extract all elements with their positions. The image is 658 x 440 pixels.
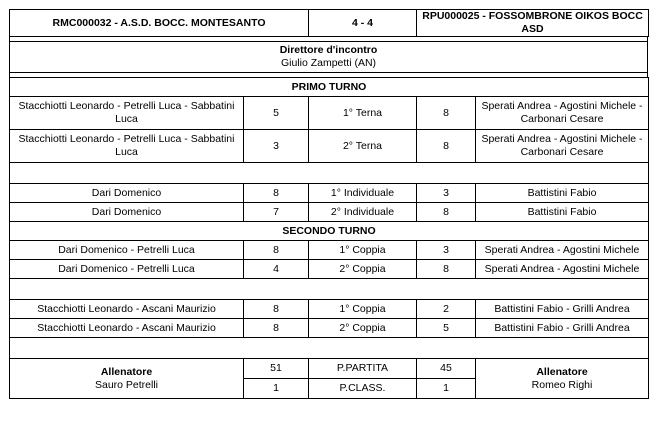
table-row <box>10 241 649 260</box>
section-title-second-turn: SECONDO TURNO <box>10 222 649 241</box>
class-home-points: 1 <box>244 379 309 399</box>
home-score: 5 <box>244 97 309 130</box>
table-row <box>10 184 649 203</box>
director-cell <box>10 42 648 73</box>
home-players: Dari Domenico <box>10 203 244 222</box>
away-players: Battistini Fabio - Grilli Andrea <box>476 300 649 319</box>
away-score: 8 <box>417 260 476 279</box>
empty-cell <box>10 279 649 300</box>
away-score: 8 <box>417 97 476 130</box>
home-coach-cell <box>10 359 244 399</box>
empty-cell <box>10 338 649 359</box>
home-score: 4 <box>244 260 309 279</box>
class-away-points: 1 <box>417 379 476 399</box>
home-score: 8 <box>244 300 309 319</box>
away-players: Sperati Andrea - Agostini Michele - Carbonari Cesare <box>476 130 649 163</box>
match-report-table <box>9 9 649 37</box>
home-players: Stacchiotti Leonardo - Petrelli Luca - Sabbatini Luca <box>10 97 244 130</box>
table-row <box>10 97 649 130</box>
away-coach-label: Allenatore <box>536 365 588 378</box>
away-coach-cell <box>476 359 649 399</box>
away-team-name: RPU000025 - FOSSOMBRONE OIKOS BOCC ASD <box>417 10 649 37</box>
away-coach-name: Romeo Righi <box>531 378 593 391</box>
home-players: Dari Domenico <box>10 184 244 203</box>
empty-row <box>10 279 649 300</box>
director-table <box>9 41 648 73</box>
away-score: 3 <box>417 241 476 260</box>
away-players: Sperati Andrea - Agostini Michele - Carbonari Cesare <box>476 97 649 130</box>
empty-row <box>10 163 649 184</box>
home-players: Dari Domenico - Petrelli Luca <box>10 241 244 260</box>
footer-row-partita <box>10 359 649 379</box>
away-players: Battistini Fabio <box>476 203 649 222</box>
home-players: Stacchiotti Leonardo - Petrelli Luca - Sabbatini Luca <box>10 130 244 163</box>
away-score: 5 <box>417 319 476 338</box>
director-name: Giulio Zampetti (AN) <box>280 57 377 69</box>
away-score: 3 <box>417 184 476 203</box>
game-type: 1° Coppia <box>309 241 417 260</box>
results-table <box>9 77 649 399</box>
table-row <box>10 130 649 163</box>
director-label: Direttore d'incontro <box>279 44 378 56</box>
section-title-first-turn: PRIMO TURNO <box>10 78 649 97</box>
match-report-sheet <box>9 9 648 399</box>
home-score: 7 <box>244 203 309 222</box>
table-row <box>10 300 649 319</box>
home-team-name: RMC000032 - A.S.D. BOCC. MONTESANTO <box>10 10 309 37</box>
away-players: Battistini Fabio <box>476 184 649 203</box>
home-score: 8 <box>244 241 309 260</box>
partita-label: P.PARTITA <box>309 359 417 379</box>
game-type: 1° Individuale <box>309 184 417 203</box>
section-row-first-turn <box>10 78 649 97</box>
section-row-second-turn <box>10 222 649 241</box>
away-players: Sperati Andrea - Agostini Michele <box>476 241 649 260</box>
away-score: 2 <box>417 300 476 319</box>
class-label: P.CLASS. <box>309 379 417 399</box>
table-row <box>10 260 649 279</box>
table-row <box>10 319 649 338</box>
game-type: 2° Terna <box>309 130 417 163</box>
game-type: 1° Terna <box>309 97 417 130</box>
header-row <box>10 10 649 37</box>
away-players: Battistini Fabio - Grilli Andrea <box>476 319 649 338</box>
home-players: Dari Domenico - Petrelli Luca <box>10 260 244 279</box>
partita-home-points: 51 <box>244 359 309 379</box>
home-score: 8 <box>244 184 309 203</box>
home-score: 8 <box>244 319 309 338</box>
table-row <box>10 203 649 222</box>
director-row <box>10 42 648 73</box>
game-type: 2° Coppia <box>309 260 417 279</box>
empty-row <box>10 338 649 359</box>
away-score: 8 <box>417 203 476 222</box>
partita-away-points: 45 <box>417 359 476 379</box>
away-score: 8 <box>417 130 476 163</box>
away-players: Sperati Andrea - Agostini Michele <box>476 260 649 279</box>
home-coach-name: Sauro Petrelli <box>94 378 159 391</box>
empty-cell <box>10 163 649 184</box>
home-score: 3 <box>244 130 309 163</box>
game-type: 1° Coppia <box>309 300 417 319</box>
home-players: Stacchiotti Leonardo - Ascani Maurizio <box>10 300 244 319</box>
game-type: 2° Coppia <box>309 319 417 338</box>
home-coach-label: Allenatore <box>100 365 153 378</box>
home-players: Stacchiotti Leonardo - Ascani Maurizio <box>10 319 244 338</box>
game-type: 2° Individuale <box>309 203 417 222</box>
match-score: 4 - 4 <box>309 10 417 37</box>
